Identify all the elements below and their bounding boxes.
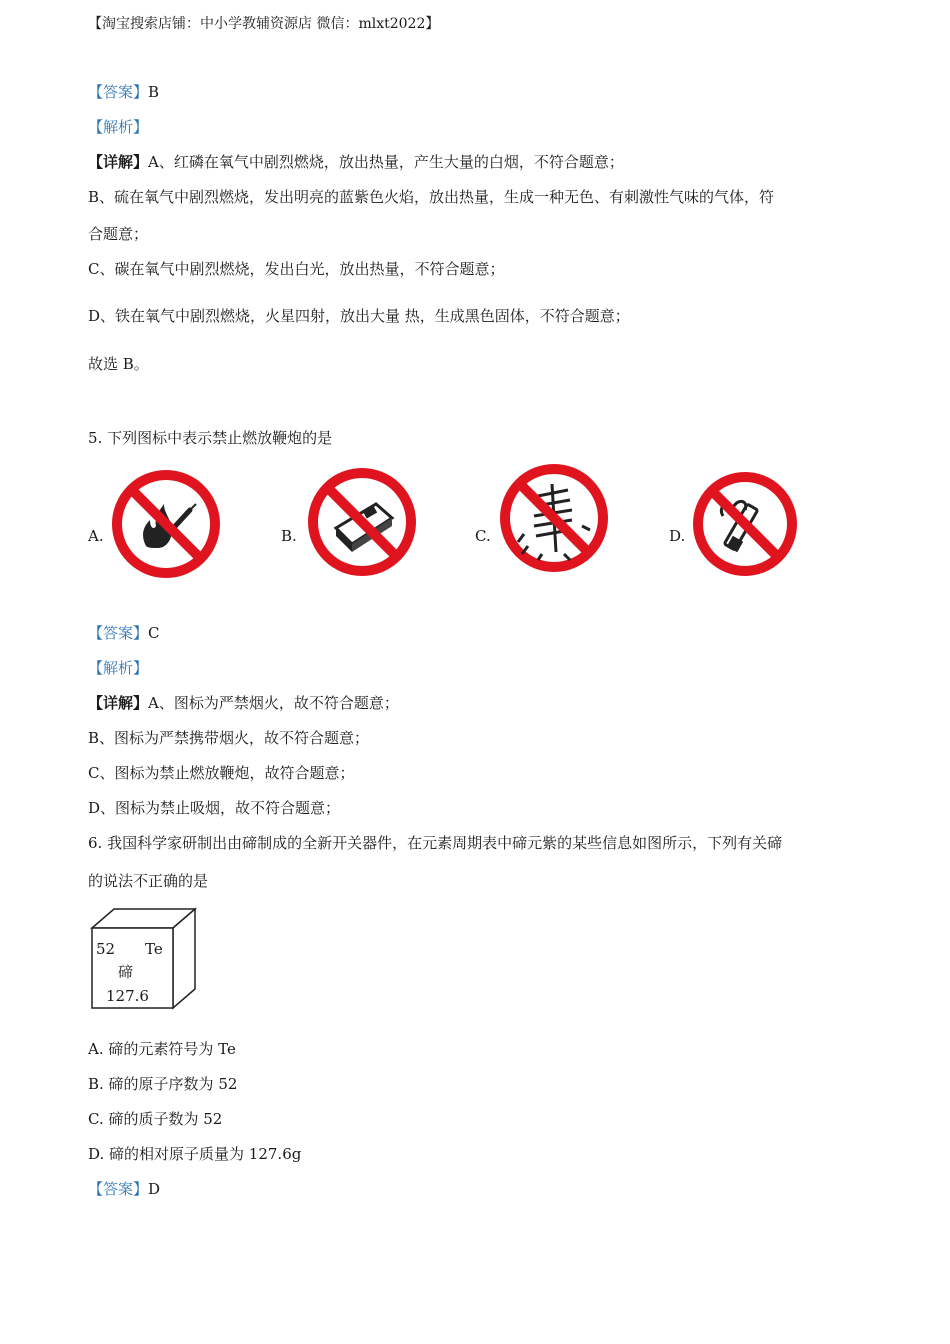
q5-detail-b: B、图标为严禁携带烟火，故不符合题意； <box>88 729 370 747</box>
q4-conclusion: 故选 B。 <box>88 355 149 373</box>
no-matches-icon <box>306 466 418 578</box>
q4-detail-b2: 合题意； <box>88 225 149 243</box>
no-firecrackers-icon <box>498 462 610 574</box>
answer-tag: 【答案】 <box>88 1180 149 1198</box>
element-symbol: Te <box>145 940 163 958</box>
answer-value: B <box>148 83 160 101</box>
q5-analysis-tag: 【解析】 <box>88 659 149 677</box>
answer-value: D <box>148 1180 161 1198</box>
atomic-number: 52 <box>96 940 116 958</box>
q5-detail-c: C、图标为禁止燃放鞭炮，故符合题意； <box>88 764 355 782</box>
detail-tag: 【详解】 <box>88 153 149 171</box>
q4-detail-b1: B、硫在氧气中剧烈燃烧，发出明亮的蓝紫色火焰，放出热量，生成一种无色、有刺激性气味的气体，符 <box>88 188 775 206</box>
q5-detail-a <box>88 693 399 713</box>
atomic-mass: 127.6 <box>106 987 149 1005</box>
q6-stem-line2: 的说法不正确的是 <box>88 872 209 890</box>
q5-answer <box>88 623 160 643</box>
q6-option-c: C. 碲的质子数为 52 <box>88 1110 223 1128</box>
q4-answer <box>88 82 159 102</box>
answer-tag: 【答案】 <box>88 83 149 101</box>
detail-text: A、红磷在氧气中剧烈燃烧，放出热量，产生大量的白烟，不符合题意； <box>148 153 624 171</box>
q6-stem-line1: 6. 我国科学家研制出由碲制成的全新开关器件，在元素周期表中碲元紫的某些信息如图所示，下列有关碲 <box>88 834 783 852</box>
q5-option-b-label: B. <box>281 527 297 545</box>
q4-analysis-tag: 【解析】 <box>88 118 149 136</box>
q6-option-b: B. 碲的原子序数为 52 <box>88 1075 238 1093</box>
element-card <box>88 906 198 1012</box>
q5-option-d-label: D. <box>669 527 686 545</box>
q6-answer <box>88 1179 160 1199</box>
answer-tag: 【答案】 <box>88 624 149 642</box>
detail-text: A、图标为严禁烟火，故不符合题意； <box>148 694 399 712</box>
q5-option-c-label: C. <box>475 527 491 545</box>
q6-option-d: D. 碲的相对原子质量为 127.6g <box>88 1145 302 1163</box>
answer-value: C <box>148 624 160 642</box>
q4-detail-a <box>88 152 624 172</box>
q4-detail-d: D、铁在氧气中剧烈燃烧，火星四射，放出大量 热，生成黑色固体，不符合题意； <box>88 307 630 325</box>
element-name: 碲 <box>118 963 134 981</box>
page-header: 【淘宝搜索店铺：中小学教辅资源店 微信：mlxt2022】 <box>88 16 440 32</box>
q5-stem: 5. 下列图标中表示禁止燃放鞭炮的是 <box>88 429 333 447</box>
q6-option-a: A. 碲的元素符号为 Te <box>88 1040 236 1058</box>
q5-option-a-label: A. <box>88 527 104 545</box>
q4-detail-c: C、碳在氧气中剧烈燃烧，发出白光，放出热量，不符合题意； <box>88 260 505 278</box>
detail-tag: 【详解】 <box>88 694 149 712</box>
no-smoking-icon <box>689 468 801 580</box>
no-fire-icon <box>110 468 222 580</box>
q5-detail-d: D、图标为禁止吸烟，故不符合题意； <box>88 799 341 817</box>
